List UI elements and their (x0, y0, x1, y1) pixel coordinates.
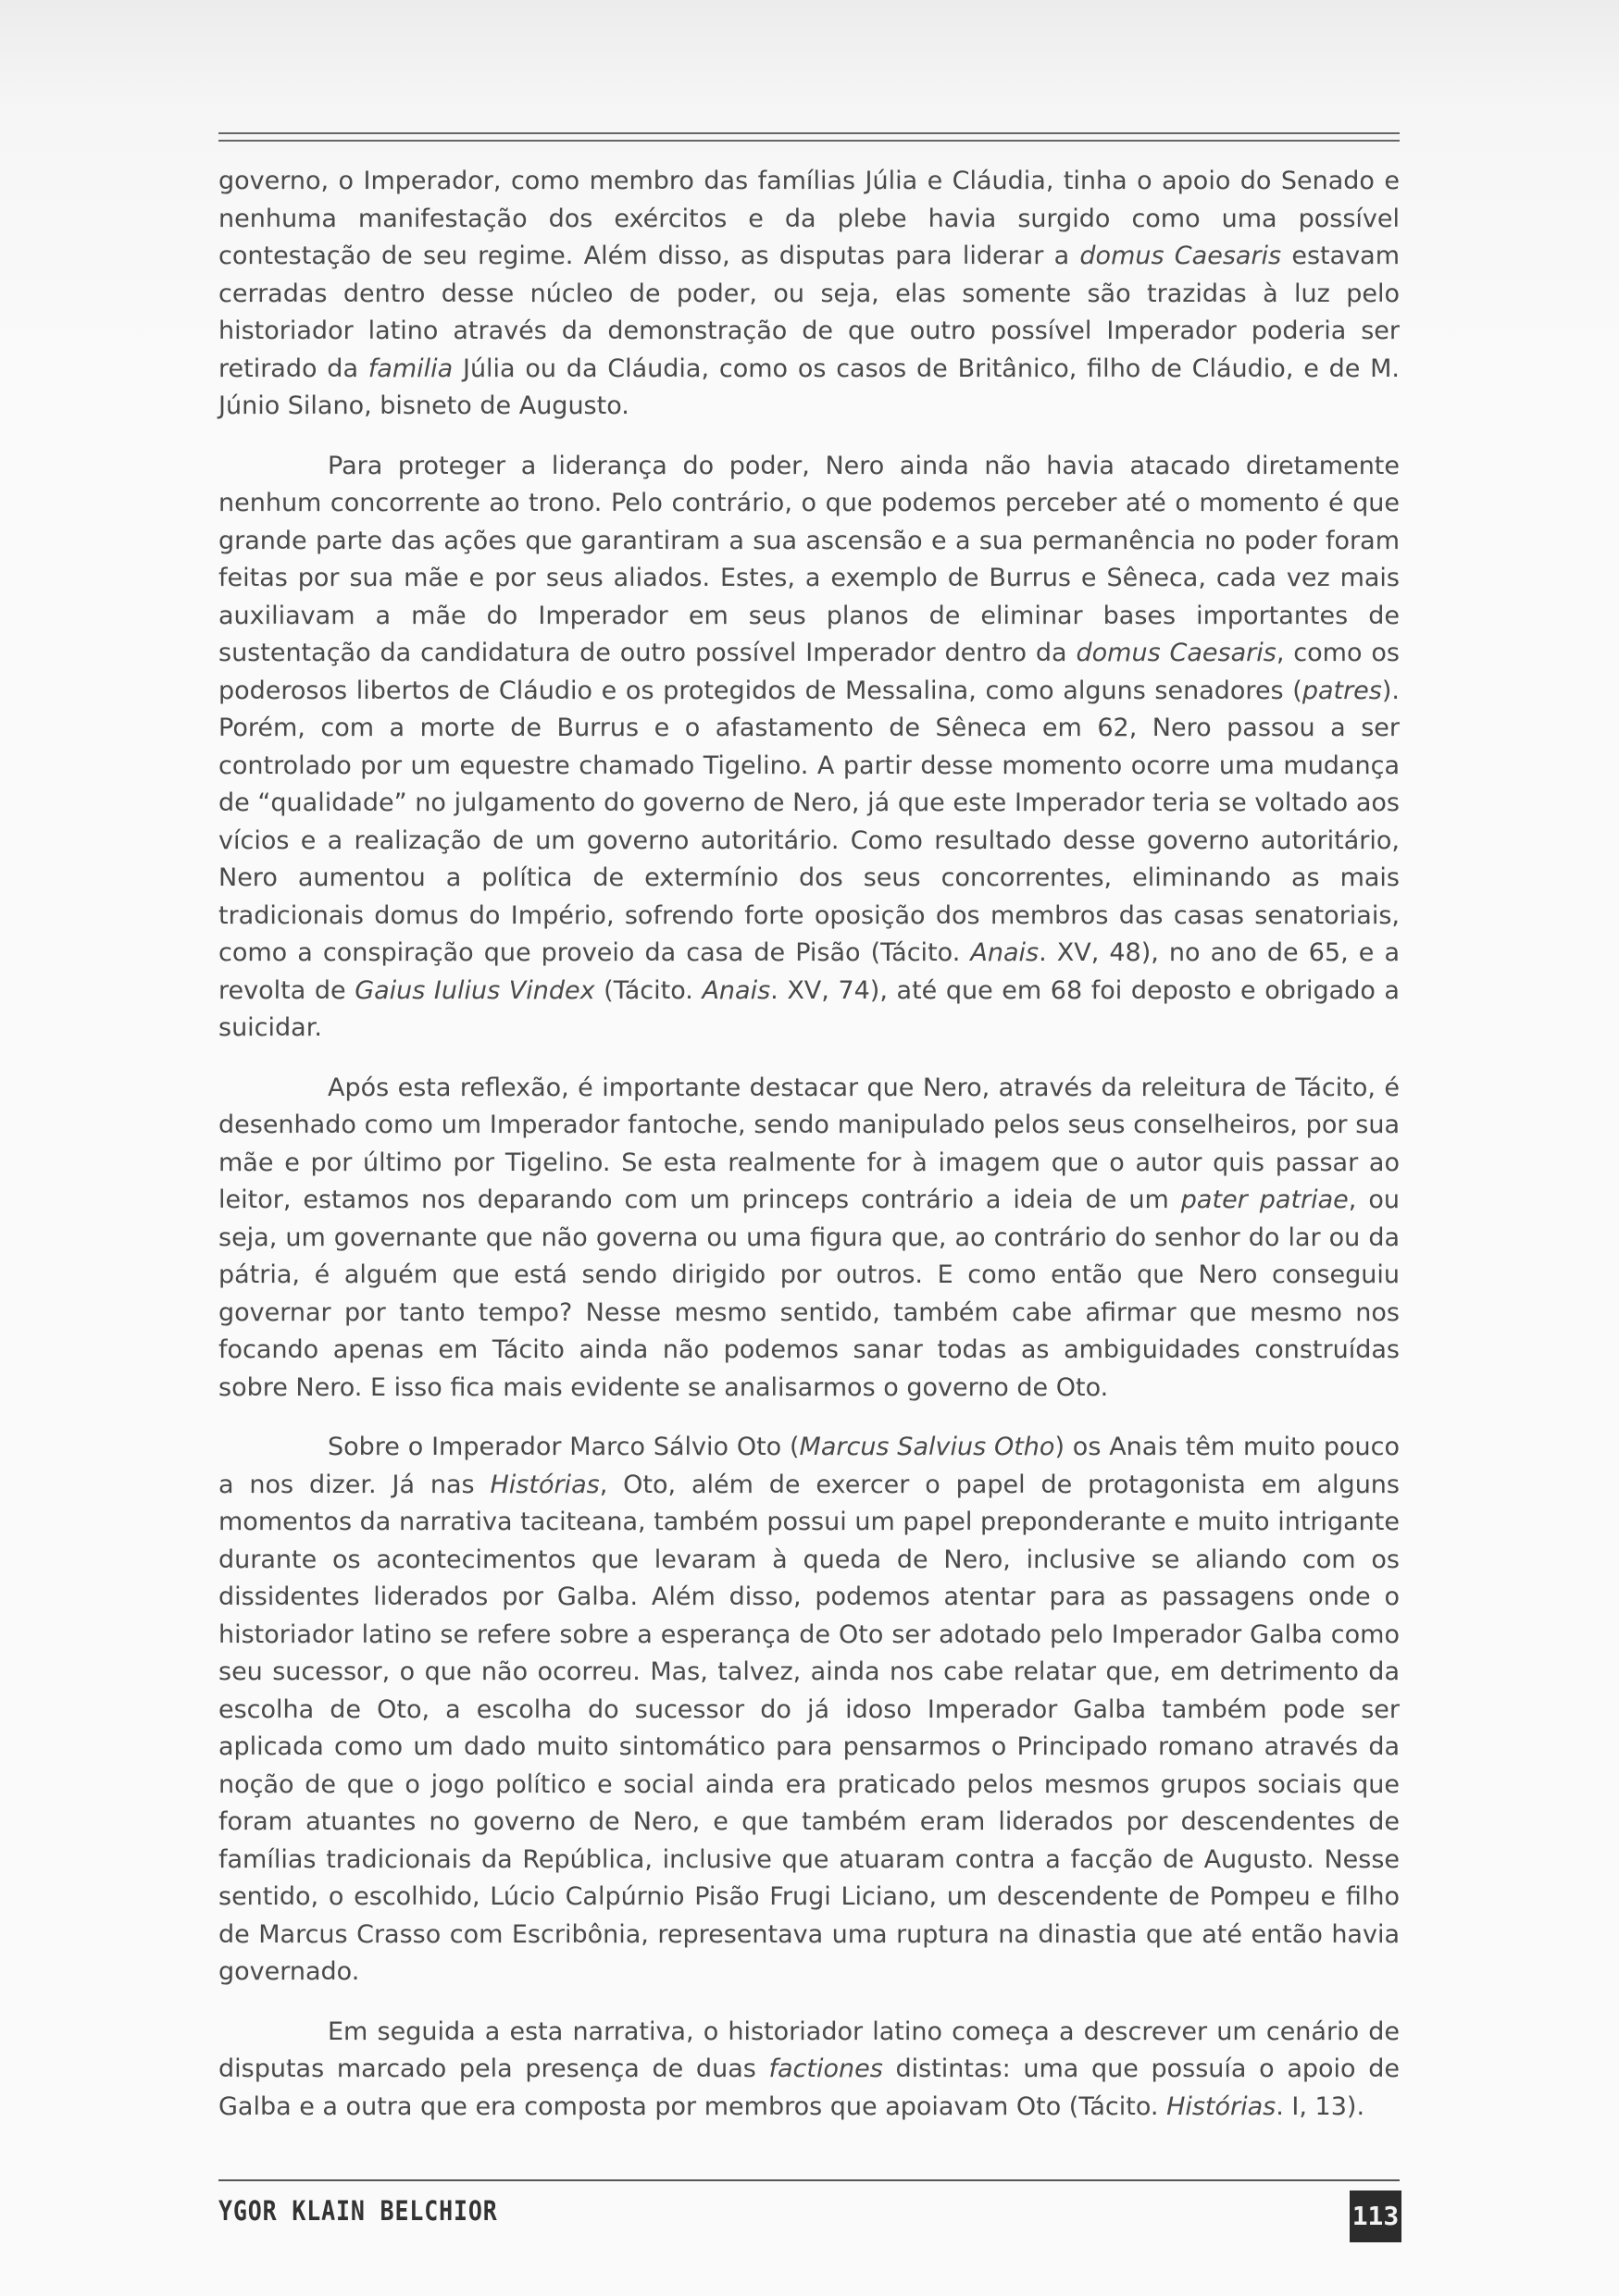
text-run: Após esta reflexão, é importante destacar que Nero, através da releitura de Tácito, é desenhado como um Imperador fantoche, sendo manipulado pelos seus conselheiros, por sua mãe e por último por Tigelino. Se esta realmente for à imagem que o autor quis passar ao leitor, estamos nos deparando com um princeps contrário a ideia de um (218, 1073, 1400, 1214)
header-double-rule (218, 132, 1400, 142)
text-run: governo, o Imperador, como membro das famílias Júlia e Cláudia, tinha o apoio do Senado e nenhuma manifestação dos exércitos e da plebe havia surgido como uma possível contestação de seu regime. Além disso, as disputas para liderar a (218, 167, 1400, 270)
text-run: , Oto, além de exercer o papel de protagonista em alguns momentos da narrativa taciteana, também possui um papel preponderante e muito intrigante durante os acontecimentos que levaram à queda de Nero, inclusive se aliando com os dissidentes liderados por Galba. Além disso, podemos atentar para as passagens onde o historiador latino se refere sobre a esperança de Oto ser adotado pelo Imperador Galba como seu sucessor, o que não ocorreu. Mas, talvez, ainda nos cabe relatar que, em detrimento da escolha de Oto, a escolha do sucessor do já idoso Imperador Galba também pode ser aplicada como um dado muito sintomático para pensarmos o Principado romano através da noção de que o jogo político e social ainda era praticado pelos mesmos grupos sociais que foram atuantes no governo de Nero, e que também eram liderados por descendentes de famílias tradicionais da República, inclusive que atuaram contra a facção de Augusto. Nesse sentido, o escolhido, Lúcio Calpúrnio Pisão Frugi Liciano, um descendente de Pompeu e filho de Marcus Crasso com Escribônia, representava uma ruptura na dinastia que até então havia governado. (218, 1470, 1400, 1986)
italic-term: Gaius Iulius Vindex (355, 975, 595, 1005)
text-run: ) os Anais têm muito pouco a nos dizer. Já nas (218, 1433, 1400, 1499)
paragraph (218, 1429, 1400, 1992)
text-run: estavam cerradas dentro desse núcleo de poder, ou seja, elas somente são trazidas à luz pelo historiador latino através da demonstração de que outro possível Imperador poderia ser retirado da (218, 242, 1401, 383)
page-number: 113 (1350, 2191, 1401, 2242)
paragraph (218, 1070, 1400, 1408)
footer-rule (218, 2179, 1400, 2181)
text-run: Júlia ou da Cláudia, como os casos de Britânico, filho de Cláudio, e de M. Júnio Silano, bisneto de Augusto. (218, 354, 1401, 420)
text-run: . XV, 74), até que em 68 foi deposto e obrigado a suicidar. (218, 975, 1400, 1042)
italic-term: Anais (702, 975, 771, 1005)
text-run: Em seguida a esta narrativa, o historiador latino começa a descrever um cenário de disputas marcado pela presença de duas (218, 2017, 1400, 2083)
text-run: Sobre o Imperador Marco Sálvio Oto ( (328, 1433, 800, 1461)
paragraph (218, 448, 1400, 1048)
italic-term: Anais (970, 938, 1040, 967)
body-text (218, 163, 1400, 2148)
italic-term: patres (1301, 676, 1382, 705)
italic-term: Marcus Salvius Otho (799, 1433, 1055, 1461)
paragraph (218, 163, 1400, 426)
italic-term: Histórias (490, 1470, 600, 1499)
text-run: , ou seja, um governante que não governa ou uma figura que, ao contrário do senhor do lar ou da pátria, é alguém que está sendo dirigido por outros. E como então que Nero conseguiu governar por tanto tempo? Nesse mesmo sentido, também cabe afirmar que mesmo nos focando apenas em Tácito ainda não podemos sanar todas as ambiguidades construídas sobre Nero. E isso fica mais evidente se analisarmos o governo de Oto. (218, 1185, 1400, 1402)
italic-term: Histórias (1166, 2091, 1277, 2121)
text-run: (Tácito. (594, 975, 703, 1005)
italic-term: domus Caesaris (1076, 639, 1277, 667)
footer-author: YGOR KLAIN BELCHIOR (218, 2195, 498, 2227)
paragraph (218, 2014, 1400, 2127)
text-run: Para proteger a liderança do poder, Nero ainda não havia atacado diretamente nenhum concorrente ao trono. Pelo contrário, o que podemos perceber até o momento é que grande parte das ações que garantiram a sua ascensão e a sua permanência no poder foram feitas por sua mãe e por seus aliados. Estes, a exemplo de Burrus e Sêneca, cada vez mais auxiliavam a mãe do Imperador em seus planos de eliminar bases importantes de sustentação da candidatura de outro possível Imperador dentro da (218, 451, 1400, 667)
text-run: ). Porém, com a morte de Burrus e o afastamento de Sêneca em 62, Nero passou a ser controlado por um equestre chamado Tigelino. A partir desse momento ocorre uma mudança de “qualidade” no julgamento do governo de Nero, já que este Imperador teria se voltado aos vícios e a realização de um governo autoritário. Como resultado desse governo autoritário, Nero aumentou a política de extermínio dos seus concorrentes, eliminando as mais tradicionais domus do Império, sofrendo forte oposição dos membros das casas senatoriais, como a conspiração que proveio da casa de Pisão (Tácito. (218, 676, 1400, 967)
italic-term: familia (367, 354, 454, 383)
text-run: . I, 13). (1276, 2091, 1365, 2121)
italic-term: factiones (768, 2054, 883, 2083)
text-run: distintas: uma que possuía o apoio de Galba e a outra que era composta por membros que apoiavam Oto (Tácito. (218, 2054, 1400, 2121)
italic-term: pater patriae (1180, 1185, 1349, 1214)
text-run: , como os poderosos libertos de Cláudio e os protegidos de Messalina, como alguns senadores ( (218, 639, 1400, 705)
italic-term: domus Caesaris (1079, 242, 1282, 270)
text-run: . XV, 48), no ano de 65, e a revolta de (218, 938, 1400, 1005)
